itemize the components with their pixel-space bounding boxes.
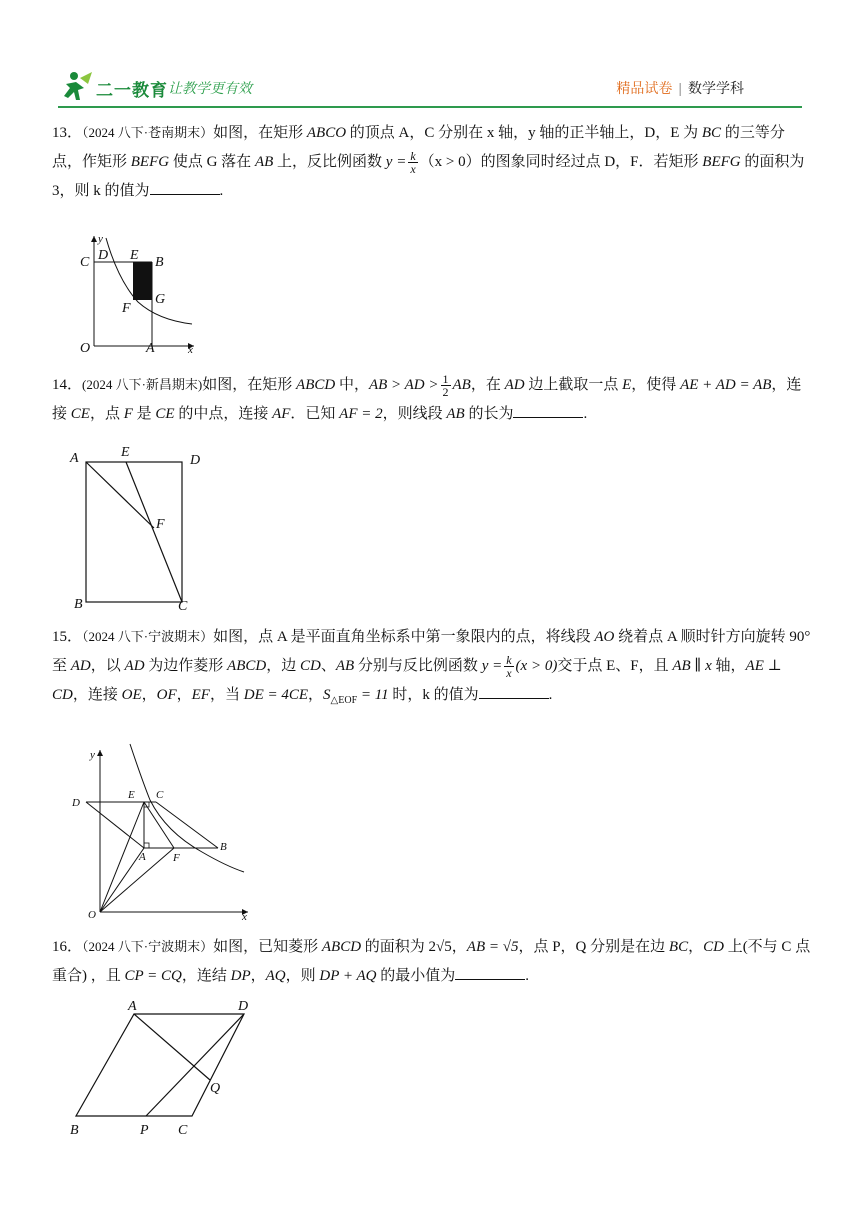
q13-label: F bbox=[122, 301, 131, 316]
logo-slogan: 让教学更有效 bbox=[168, 80, 252, 96]
q14-math: AB > AD > bbox=[368, 377, 439, 393]
q14-math: AD bbox=[504, 377, 525, 393]
header-tag: 精品试卷 bbox=[616, 80, 673, 96]
q14-math: AF = 2 bbox=[339, 406, 383, 422]
q15-math: = 11 bbox=[357, 687, 389, 703]
q14-text: 的长为 bbox=[464, 406, 514, 422]
q15-text: ，当 bbox=[209, 687, 244, 703]
q15-math: AE ⊥ CD bbox=[52, 658, 782, 703]
q16-figure bbox=[62, 1000, 272, 1140]
q15-number: 15． bbox=[52, 629, 83, 645]
q14-math: CE bbox=[155, 406, 175, 422]
question-16 bbox=[52, 932, 812, 991]
q13-label: B bbox=[155, 255, 164, 270]
q14-math: AE + AD = AB bbox=[680, 377, 772, 393]
q16-text: ， bbox=[688, 939, 704, 955]
q13-label: C bbox=[80, 255, 90, 270]
q15-text: 如图，点 A 是平面直角坐标系中第一象限内的点，将线段 bbox=[213, 629, 595, 645]
q15-label: y bbox=[90, 749, 95, 761]
q15-math: AB ∥ x bbox=[672, 658, 712, 674]
q16-math: DP bbox=[230, 968, 251, 984]
q16-text: 的面积为 2√5， bbox=[361, 939, 467, 955]
q15-text: 轴， bbox=[711, 658, 746, 674]
q15-text: 绕着点 A 顺时针方向旋转 90°至 bbox=[52, 629, 811, 674]
q15-label: E bbox=[128, 789, 135, 801]
q15-math: ABCD bbox=[227, 658, 267, 674]
q15-math: AD bbox=[70, 658, 91, 674]
q16-math: AQ bbox=[265, 968, 286, 984]
q14-text: 边上截取一点 bbox=[524, 377, 623, 393]
q13-number: 13． bbox=[52, 125, 83, 141]
q13-fraction: $\frac{k}{x}$ bbox=[410, 149, 416, 177]
q13-math: y = bbox=[385, 154, 407, 170]
q16-source: （2024 八下·宁波期末） bbox=[82, 939, 214, 954]
q16-label: P bbox=[140, 1123, 149, 1138]
q15-math: AD bbox=[124, 658, 145, 674]
q14-text: . bbox=[583, 406, 588, 422]
q15-text: 分别与反比例函数 bbox=[354, 658, 482, 674]
q14-label: C bbox=[178, 599, 188, 614]
q13-label: G bbox=[155, 292, 166, 307]
q16-text: ，连结 bbox=[181, 968, 231, 984]
header-subject: 数学学科 bbox=[688, 80, 744, 96]
q15-math: CD bbox=[299, 658, 321, 674]
q16-math: ABCD bbox=[321, 939, 362, 955]
q13-text: 的三等分点，作矩形 bbox=[52, 125, 785, 170]
q15-math: DE = 4CE bbox=[243, 687, 309, 703]
q13-source: （2024 八下·苍南期末） bbox=[82, 125, 214, 140]
q16-math: CD bbox=[703, 939, 724, 955]
header-right bbox=[616, 78, 744, 98]
q14-text: 是 bbox=[132, 406, 156, 422]
q16-text: ，则 bbox=[285, 968, 320, 984]
q16-math: BC bbox=[668, 939, 689, 955]
q14-number: 14． bbox=[52, 377, 83, 393]
q14-text: 的中点，连接 bbox=[174, 406, 273, 422]
q14-math: AB bbox=[446, 406, 465, 422]
q13-label: E bbox=[130, 248, 139, 263]
q14-text: ，在 bbox=[470, 377, 505, 393]
q15-figure bbox=[66, 740, 256, 924]
q13-label: x bbox=[188, 344, 193, 356]
q13-math: BEFG bbox=[702, 154, 741, 170]
q14-math: AB bbox=[452, 377, 471, 393]
q15-text: . bbox=[548, 687, 553, 703]
q15-math: S bbox=[323, 687, 331, 703]
q13-text: 使点 G 落在 bbox=[169, 154, 255, 170]
q14-label: B bbox=[74, 597, 83, 612]
q13-figure bbox=[72, 228, 202, 358]
q15-label: C bbox=[156, 789, 164, 801]
q15-math: y = bbox=[481, 658, 503, 674]
q16-text: 上(不与 C 点重合) ，且 bbox=[52, 939, 811, 984]
header-divider bbox=[58, 106, 802, 108]
q14-label: A bbox=[70, 451, 79, 466]
q16-number: 16． bbox=[52, 939, 83, 955]
q14-text: 如图，在矩形 bbox=[202, 377, 297, 393]
q14-text: ，连接 bbox=[52, 377, 802, 422]
q16-text: 如图，已知菱形 bbox=[213, 939, 322, 955]
q15-label: A bbox=[139, 851, 146, 863]
q14-math: ABCD bbox=[296, 377, 336, 393]
q13-label: O bbox=[80, 341, 91, 356]
q16-label: D bbox=[238, 1000, 249, 1014]
q14-label: F bbox=[156, 517, 165, 532]
q16-math: CP = CQ bbox=[124, 968, 182, 984]
q15-fraction: $\frac{k}{x}$ bbox=[506, 653, 512, 681]
q16-label: C bbox=[178, 1123, 188, 1138]
question-15 bbox=[52, 622, 812, 715]
q14-text: 中， bbox=[335, 377, 369, 393]
q14-figure bbox=[66, 440, 216, 620]
q14-label: D bbox=[190, 453, 201, 468]
q16-text: ， bbox=[250, 968, 266, 984]
q15-text: ， bbox=[308, 687, 324, 703]
q15-label: O bbox=[88, 909, 96, 921]
q13-label: D bbox=[98, 248, 109, 263]
q14-text: ，则线段 bbox=[382, 406, 447, 422]
question-13 bbox=[52, 118, 812, 206]
q13-text: 如图，在矩形 bbox=[213, 125, 307, 141]
q14-math: F bbox=[123, 406, 133, 422]
q14-text: ，点 bbox=[89, 406, 124, 422]
q15-text: ，以 bbox=[90, 658, 125, 674]
q13-text: 的面积为 3，则 k 的值为 bbox=[52, 154, 805, 199]
q15-text: 为边作菱形 bbox=[144, 658, 228, 674]
q13-math: AB bbox=[254, 154, 274, 170]
q13-math: BC bbox=[701, 125, 722, 141]
q15-text: ， bbox=[141, 687, 157, 703]
q13-text: . bbox=[219, 183, 224, 199]
q16-label: B bbox=[70, 1123, 79, 1138]
q15-math: OF bbox=[156, 687, 177, 703]
q13-math: ABCO bbox=[306, 125, 347, 141]
q14-math: E bbox=[622, 377, 632, 393]
q14-text: ．已知 bbox=[290, 406, 340, 422]
q15-text: 时，k 的值为 bbox=[388, 687, 479, 703]
q16-label: Q bbox=[210, 1081, 221, 1096]
q14-fraction: $\frac{1}{2}$ bbox=[442, 372, 449, 400]
answer-blank bbox=[455, 965, 525, 980]
q14-math: AF bbox=[272, 406, 291, 422]
q15-math: OE bbox=[121, 687, 142, 703]
q16-math: DP + AQ bbox=[319, 968, 377, 984]
q15-text: ，连接 bbox=[72, 687, 122, 703]
q14-source: (2024 八下·新昌期末) bbox=[82, 377, 203, 392]
q14-label: E bbox=[121, 445, 130, 460]
q13-label: A bbox=[146, 341, 155, 356]
q15-math: AO bbox=[594, 629, 615, 645]
q14-math: CE bbox=[70, 406, 90, 422]
answer-blank bbox=[479, 684, 549, 699]
q13-text: 的顶点 A，C 分别在 x 轴，y 轴的正半轴上，D，E 为 bbox=[346, 125, 702, 141]
q16-text: 的最小值为 bbox=[376, 968, 456, 984]
q15-math: EF bbox=[191, 687, 210, 703]
q14-text: ，使得 bbox=[631, 377, 681, 393]
logo-text: 二一教育 bbox=[96, 81, 168, 100]
q15-text: 交于点 E、F，且 bbox=[557, 658, 673, 674]
q13-label: y bbox=[98, 233, 103, 245]
q15-label: x bbox=[242, 911, 247, 923]
q16-text: ，点 P，Q 分别是在边 bbox=[518, 939, 669, 955]
q15-math: AB bbox=[335, 658, 355, 674]
header-separator: | bbox=[678, 80, 682, 96]
q13-math: BEFG bbox=[130, 154, 170, 170]
q15-label: B bbox=[220, 841, 227, 853]
q15-label: F bbox=[173, 852, 180, 864]
q13-text: （x > 0）的图象同时经过点 D，F．若矩形 bbox=[419, 154, 703, 170]
q16-text: . bbox=[525, 968, 529, 984]
question-14 bbox=[52, 370, 812, 429]
q16-math: AB = √5 bbox=[466, 939, 519, 955]
q13-text: 上，反比例函数 bbox=[273, 154, 386, 170]
q15-label: D bbox=[72, 797, 80, 809]
q15-source: （2024 八下·宁波期末） bbox=[82, 629, 214, 644]
page-header bbox=[0, 0, 860, 110]
q15-text: 、 bbox=[320, 658, 336, 674]
q16-label: A bbox=[128, 1000, 137, 1014]
q15-text: ， bbox=[176, 687, 192, 703]
answer-blank bbox=[150, 180, 220, 195]
q15-text: ，边 bbox=[266, 658, 300, 674]
q15-math: (x > 0) bbox=[515, 658, 558, 674]
answer-blank bbox=[513, 403, 583, 418]
q15-subscript: △EOF bbox=[330, 695, 358, 706]
